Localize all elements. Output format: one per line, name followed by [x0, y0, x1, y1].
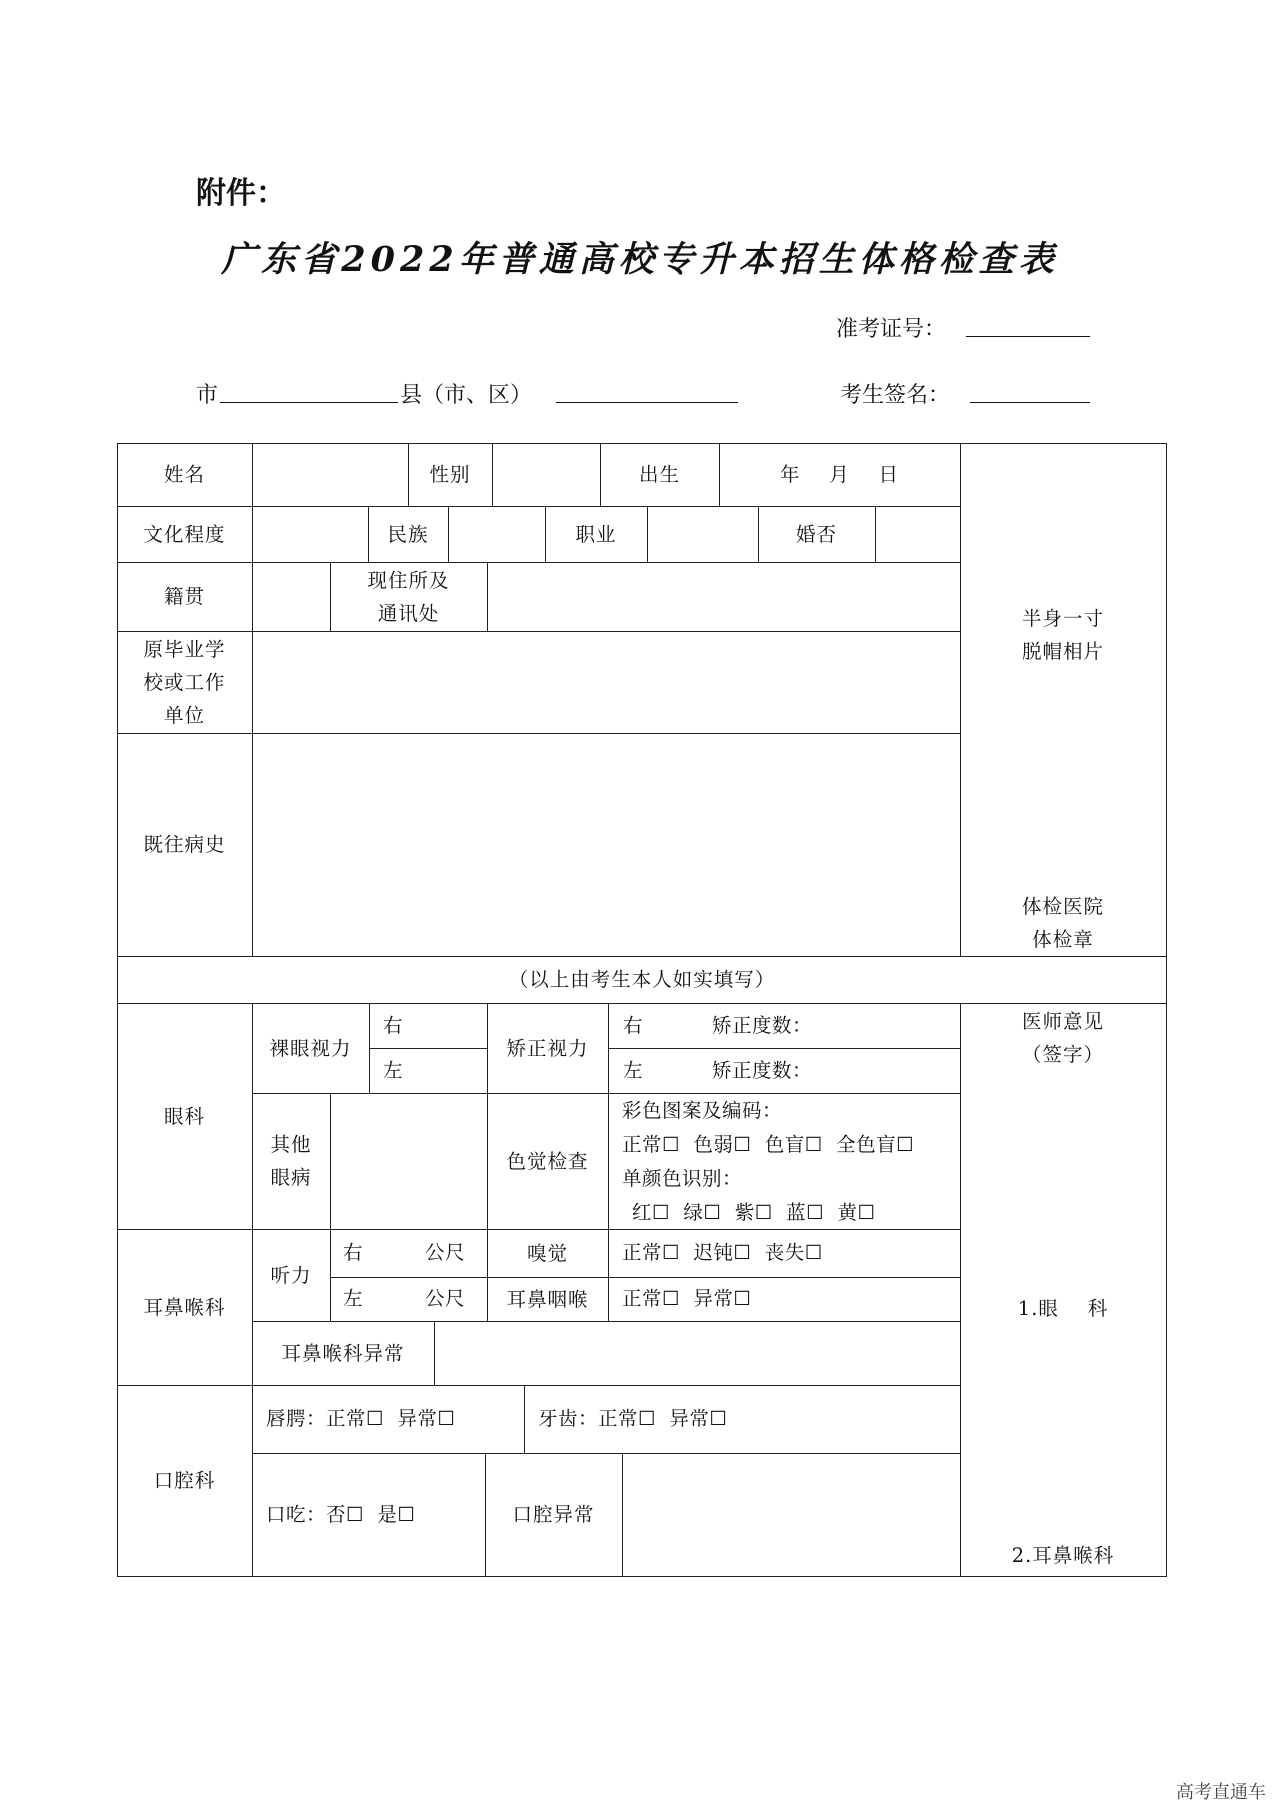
education-input[interactable]: [252, 506, 368, 562]
naked-vision-right-label: 右: [383, 1014, 404, 1037]
exam-no-label: 准考证号：: [836, 317, 947, 342]
oral-section-label: 口腔科: [153, 1469, 216, 1492]
signature-input[interactable]: [970, 402, 1090, 403]
corrected-left-degree-label: 矫正度数：: [712, 1059, 813, 1082]
school-label-line1: 原毕业学: [143, 637, 226, 661]
address-label-line2: 通讯处: [377, 601, 440, 625]
corrected-vision-label: 矫正视力: [506, 1036, 589, 1060]
ent-abnormal-label: 耳鼻喉科异常: [281, 1341, 405, 1365]
doctor-ent-signature[interactable]: 2.耳鼻喉科: [1011, 1543, 1115, 1567]
native-place-input[interactable]: [252, 562, 330, 631]
single-color-checkboxes[interactable]: 红☐ 绿☐ 紫☐ 蓝☐ 黄☐: [632, 1201, 876, 1224]
naked-vision-left-label: 左: [383, 1059, 404, 1082]
stamp-label-line1: 体检医院: [1021, 895, 1104, 918]
birth-date-input[interactable]: 年 月 日: [779, 463, 900, 486]
photo-label-line2: 脱帽相片: [1021, 640, 1104, 663]
other-eye-disease-line2: 眼病: [270, 1166, 312, 1189]
other-eye-disease-input[interactable]: [330, 1093, 487, 1229]
school-label-line3: 单位: [163, 703, 205, 727]
hearing-right-label: 右: [343, 1241, 364, 1264]
doctor-opinion-label: [960, 1004, 1166, 1072]
education-label: 文化程度: [143, 522, 226, 546]
doctor-opinion-line2: （签字）: [1021, 1043, 1104, 1066]
smell-label: 嗅觉: [526, 1241, 568, 1265]
smell-checkboxes[interactable]: 正常☐ 迟钝☐ 丧失☐: [622, 1241, 823, 1264]
school-input[interactable]: [252, 631, 960, 733]
form-title: 广东省2022年普通高校专升本招生体格检查表: [221, 239, 1059, 280]
hospital-stamp: [960, 888, 1166, 958]
ent-abnormal-input[interactable]: [434, 1321, 960, 1385]
marital-label: 婚否: [795, 522, 837, 546]
photo-placeholder: [960, 600, 1166, 670]
doctor-eye-signature[interactable]: 1.眼 科: [1017, 1296, 1109, 1320]
ent-section-label: 耳鼻喉科: [143, 1295, 226, 1319]
color-vision-label: 色觉检查: [506, 1149, 589, 1173]
county-input[interactable]: [556, 402, 738, 403]
hearing-right-unit: 公尺: [425, 1241, 466, 1264]
history-input[interactable]: [252, 733, 960, 956]
birth-label: 出生: [638, 463, 680, 486]
oral-abnormal-input[interactable]: [622, 1453, 960, 1576]
single-color-label: 单颜色识别：: [622, 1167, 743, 1190]
occupation-label: 职业: [575, 522, 617, 546]
address-label-line1: 现住所及: [367, 568, 450, 592]
exam-no-input[interactable]: [966, 336, 1090, 337]
gender-label: 性别: [429, 463, 471, 486]
name-input[interactable]: [252, 443, 408, 506]
corrected-right-degree-label: 矫正度数：: [712, 1014, 813, 1037]
signature-label: 考生签名：: [840, 383, 951, 408]
hearing-left-unit: 公尺: [425, 1287, 466, 1310]
eye-section-label: 眼科: [163, 1104, 205, 1128]
ent-pharynx-label: 耳鼻咽喉: [506, 1287, 589, 1311]
marital-input[interactable]: [875, 506, 960, 562]
ent-pharynx-checkboxes[interactable]: 正常☐ 异常☐: [622, 1287, 752, 1310]
city-input[interactable]: [220, 402, 398, 403]
name-label: 姓名: [163, 463, 205, 486]
watermark: 高考直通车: [1176, 1782, 1266, 1803]
hearing-left-label: 左: [343, 1287, 364, 1310]
oral-abnormal-label: 口腔异常: [512, 1503, 595, 1526]
self-fill-note: （以上由考生本人如实填写）: [508, 968, 776, 991]
teeth-checkboxes[interactable]: 牙齿：正常☐ 异常☐: [538, 1407, 728, 1430]
doctor-opinion-line1: 医师意见: [1021, 1010, 1104, 1033]
ethnicity-label: 民族: [387, 522, 429, 546]
corrected-right-label: 右: [623, 1014, 644, 1037]
attachment-label: 附件：: [196, 176, 286, 211]
address-label: [330, 562, 487, 631]
city-label: 市: [196, 383, 219, 408]
photo-label-line1: 半身一寸: [1021, 607, 1104, 630]
other-eye-disease-line1: 其他: [270, 1133, 312, 1156]
ethnicity-input[interactable]: [448, 506, 545, 562]
school-label-line2: 校或工作: [143, 670, 226, 694]
address-input[interactable]: [487, 562, 960, 631]
county-label: 县（市、区）: [400, 383, 533, 408]
stutter-checkboxes[interactable]: 口吃：否☐ 是☐: [266, 1503, 416, 1526]
color-pattern-checkboxes[interactable]: 正常☐ 色弱☐ 色盲☐ 全色盲☐: [622, 1133, 915, 1156]
stamp-label-line2: 体检章: [1032, 928, 1094, 951]
gender-input[interactable]: [492, 443, 600, 506]
hearing-label: 听力: [270, 1263, 312, 1287]
corrected-left-label: 左: [623, 1059, 644, 1082]
occupation-input[interactable]: [647, 506, 758, 562]
lip-palate-checkboxes[interactable]: 唇腭：正常☐ 异常☐: [266, 1407, 456, 1430]
school-label: [117, 631, 252, 733]
naked-vision-label: 裸眼视力: [269, 1036, 352, 1060]
native-place-label: 籍贯: [163, 585, 205, 608]
other-eye-disease-label: [252, 1093, 330, 1229]
history-label: 既往病史: [143, 833, 226, 856]
color-pattern-label: 彩色图案及编码：: [622, 1099, 783, 1122]
